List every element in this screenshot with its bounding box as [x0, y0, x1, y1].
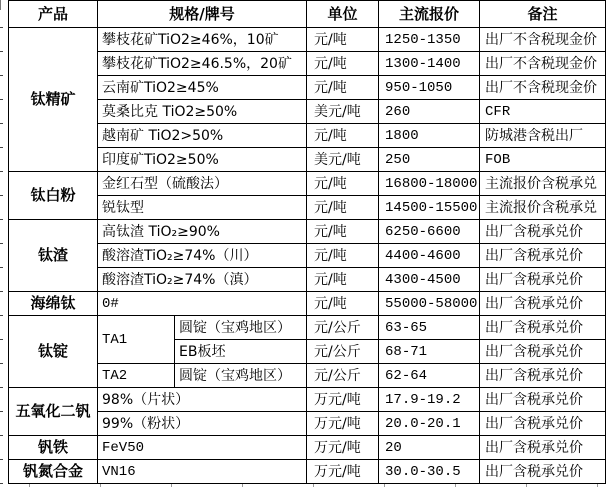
unit-cell: 元/吨 — [307, 76, 379, 100]
note-cell: 主流报价含税承兑 — [480, 196, 606, 220]
price-table — [8, 0, 606, 484]
price-cell: 30.0-30.5 — [379, 460, 480, 484]
table-row — [9, 388, 606, 412]
unit-cell: 元/吨 — [307, 220, 379, 244]
spec-cell: 越南矿 TiO2>50% — [98, 124, 307, 148]
table-row — [9, 28, 606, 52]
price-cell: 63-65 — [379, 316, 480, 340]
spec-cell: 高钛渣 TiO₂≥90% — [98, 220, 307, 244]
spec-cell: 云南矿TiO2≥45% — [98, 76, 307, 100]
unit-cell: 元/吨 — [307, 172, 379, 196]
unit-cell: 元/吨 — [307, 52, 379, 76]
note-cell: 出厂不含税现金价 — [480, 52, 606, 76]
table-row — [9, 268, 606, 292]
unit-cell: 元/吨 — [307, 268, 379, 292]
spec-cell: 0# — [98, 292, 307, 316]
unit-cell: 元/公斤 — [307, 364, 379, 388]
price-cell: 1300-1400 — [379, 52, 480, 76]
note-cell: 出厂不含税现金价 — [480, 28, 606, 52]
unit-cell: 万元/吨 — [307, 412, 379, 436]
table-row — [9, 460, 606, 484]
price-cell: 4300-4500 — [379, 268, 480, 292]
table-row — [9, 196, 606, 220]
product-cell: 钛锭 — [9, 316, 98, 388]
unit-cell: 元/吨 — [307, 292, 379, 316]
price-cell: 20.0-20.1 — [379, 412, 480, 436]
price-cell: 17.9-19.2 — [379, 388, 480, 412]
table-row — [9, 76, 606, 100]
table-row — [9, 52, 606, 76]
table-row — [9, 172, 606, 196]
table-row — [9, 220, 606, 244]
price-cell: 62-64 — [379, 364, 480, 388]
unit-cell: 元/吨 — [307, 196, 379, 220]
spec-cell: 99%（粉状） — [98, 412, 307, 436]
price-cell: 4400-4600 — [379, 244, 480, 268]
price-cell: 250 — [379, 148, 480, 172]
header-spec: 规格/牌号 — [98, 1, 307, 28]
header-product: 产品 — [9, 1, 98, 28]
spec-cell: VN16 — [98, 460, 307, 484]
gridline-remnant-top — [0, 0, 1, 10]
table-row — [9, 292, 606, 316]
note-cell: 出厂含税承兑价 — [480, 436, 606, 460]
price-cell: 950-1050 — [379, 76, 480, 100]
price-cell: 6250-6600 — [379, 220, 480, 244]
spec-cell: EB板坯 — [175, 340, 307, 364]
table-row — [9, 100, 606, 124]
brand-cell: TA1 — [98, 316, 175, 364]
spec-cell: 酸溶渣TiO₂≥74%（川） — [98, 244, 307, 268]
note-cell: 出厂含税承兑价 — [480, 364, 606, 388]
note-cell: 出厂不含税现金价 — [480, 76, 606, 100]
note-cell: 出厂含税承兑价 — [480, 292, 606, 316]
note-cell: 出厂含税承兑价 — [480, 244, 606, 268]
brand-cell: TA2 — [98, 364, 175, 388]
spec-cell: 攀枝花矿TiO2≥46.5%，20矿 — [98, 52, 307, 76]
price-cell: 1800 — [379, 124, 480, 148]
spec-cell: 莫桑比克 TiO2≥50% — [98, 100, 307, 124]
product-cell: 钛精矿 — [9, 28, 98, 172]
unit-cell: 元/公斤 — [307, 316, 379, 340]
unit-cell: 元/吨 — [307, 28, 379, 52]
table-row — [9, 124, 606, 148]
note-cell: FOB — [480, 148, 606, 172]
header-note: 备注 — [480, 1, 606, 28]
spec-cell: 印度矿TiO2≥50% — [98, 148, 307, 172]
spec-cell: 98%（片状） — [98, 388, 307, 412]
spec-cell: 圆锭（宝鸡地区） — [175, 316, 307, 340]
product-cell: 海绵钛 — [9, 292, 98, 316]
unit-cell: 万元/吨 — [307, 388, 379, 412]
price-cell: 14500-15500 — [379, 196, 480, 220]
spec-cell: 圆锭（宝鸡地区） — [175, 364, 307, 388]
product-cell: 钒铁 — [9, 436, 98, 460]
unit-cell: 元/公斤 — [307, 340, 379, 364]
note-cell: 出厂含税承兑价 — [480, 316, 606, 340]
table-row — [9, 412, 606, 436]
product-cell: 五氧化二钒 — [9, 388, 98, 436]
gridline-remnants-left — [0, 27, 3, 484]
product-cell: 钛白粉 — [9, 172, 98, 220]
unit-cell: 元/吨 — [307, 244, 379, 268]
note-cell: 出厂含税承兑价 — [480, 460, 606, 484]
spec-cell: 金红石型（硫酸法） — [98, 172, 307, 196]
header-unit: 单位 — [307, 1, 379, 28]
note-cell: 防城港含税出厂 — [480, 124, 606, 148]
price-cell: 1250-1350 — [379, 28, 480, 52]
product-cell: 钛渣 — [9, 220, 98, 292]
table-row — [9, 316, 606, 340]
note-cell: CFR — [480, 100, 606, 124]
price-cell: 68-71 — [379, 340, 480, 364]
price-cell: 260 — [379, 100, 480, 124]
spec-cell: 锐钛型 — [98, 196, 307, 220]
header-row — [9, 1, 606, 28]
table-row — [9, 436, 606, 460]
price-cell: 16800-18000 — [379, 172, 480, 196]
spec-cell: FeV50 — [98, 436, 307, 460]
price-cell: 55000-58000 — [379, 292, 480, 316]
note-cell: 出厂含税承兑价 — [480, 268, 606, 292]
spec-cell: 酸溶渣TiO₂≥74%（滇） — [98, 268, 307, 292]
unit-cell: 元/吨 — [307, 124, 379, 148]
unit-cell: 美元/吨 — [307, 100, 379, 124]
note-cell: 出厂含税承兑价 — [480, 220, 606, 244]
note-cell: 出厂含税承兑价 — [480, 412, 606, 436]
note-cell: 出厂含税承兑价 — [480, 340, 606, 364]
table-row — [9, 244, 606, 268]
unit-cell: 万元/吨 — [307, 436, 379, 460]
product-cell: 钒氮合金 — [9, 460, 98, 484]
note-cell: 主流报价含税承兑 — [480, 172, 606, 196]
note-cell: 出厂含税承兑价 — [480, 388, 606, 412]
header-price: 主流报价 — [379, 1, 480, 28]
unit-cell: 万元/吨 — [307, 460, 379, 484]
unit-cell: 美元/吨 — [307, 148, 379, 172]
table-row — [9, 364, 606, 388]
spec-cell: 攀枝花矿TiO2≥46%，10矿 — [98, 28, 307, 52]
table-row — [9, 148, 606, 172]
price-cell: 20 — [379, 436, 480, 460]
